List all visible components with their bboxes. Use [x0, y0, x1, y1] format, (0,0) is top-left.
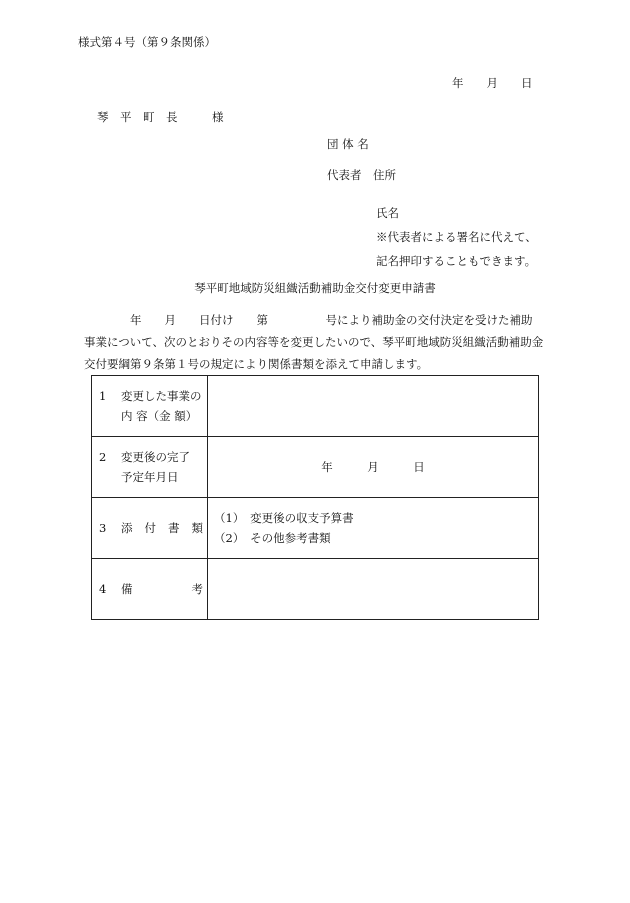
body-text-line2: 事業について、次のとおりその内容等を変更したいので、琴平町地域防災組織活動補助金 — [84, 335, 544, 349]
row-label-char: 備 — [121, 582, 133, 596]
row-number: 2 — [99, 450, 107, 464]
document-title: 琴平町地域防災組織活動補助金交付変更申請書 — [194, 281, 436, 295]
body-text-line1: 年 月 日付け 第 号により補助金の交付決定を受けた補助 — [84, 313, 533, 327]
completion-date-field[interactable] — [208, 437, 539, 498]
organization-name-label: 団 体 名 — [327, 137, 369, 151]
table-row — [92, 437, 539, 498]
addressee: 琴 平 町 長 様 — [97, 110, 224, 124]
changed-content-field[interactable] — [208, 376, 539, 437]
table-row — [92, 376, 539, 437]
form-number: 様式第４号（第９条関係） — [78, 35, 216, 49]
completion-date-value: 年 月 日 — [321, 460, 425, 474]
row-label-char: 付 — [144, 521, 156, 535]
row-label-char: 書 — [168, 521, 180, 535]
row-label-char: 添 — [121, 521, 133, 535]
remarks-field[interactable] — [208, 559, 539, 620]
application-table — [91, 375, 539, 620]
row-label-line: 内 容（金 額） — [121, 409, 198, 423]
representative-name-label: 氏名 — [376, 206, 399, 220]
attachment-item: （2） その他参考書類 — [214, 531, 331, 545]
submission-date: 年 月 日 — [452, 76, 533, 90]
row-number: 3 — [99, 521, 107, 535]
row-label-line: 予定年月日 — [121, 470, 179, 484]
signature-note-line2: 記名押印することもできます。 — [376, 254, 537, 268]
table-row — [92, 559, 539, 620]
row-label-changed-content — [92, 376, 208, 437]
row-label-char: 類 — [191, 521, 203, 535]
attachments-field[interactable] — [208, 498, 539, 559]
row-label-line: 変更した事業の — [121, 389, 202, 403]
row-number: 1 — [99, 389, 107, 403]
table-row — [92, 498, 539, 559]
attachment-item: （1） 変更後の収支予算書 — [214, 511, 354, 525]
row-number: 4 — [99, 582, 107, 596]
body-text-line3: 交付要綱第９条第１号の規定により関係書類を添えて申請します。 — [84, 357, 429, 371]
row-label-line: 変更後の完了 — [121, 450, 190, 464]
row-label-completion-date — [92, 437, 208, 498]
signature-note-line1: ※代表者による署名に代えて、 — [376, 230, 537, 244]
row-label-attachments — [92, 498, 208, 559]
row-label-char: 考 — [191, 582, 203, 596]
row-label-remarks — [92, 559, 208, 620]
representative-address-label: 代表者 住所 — [327, 168, 396, 182]
